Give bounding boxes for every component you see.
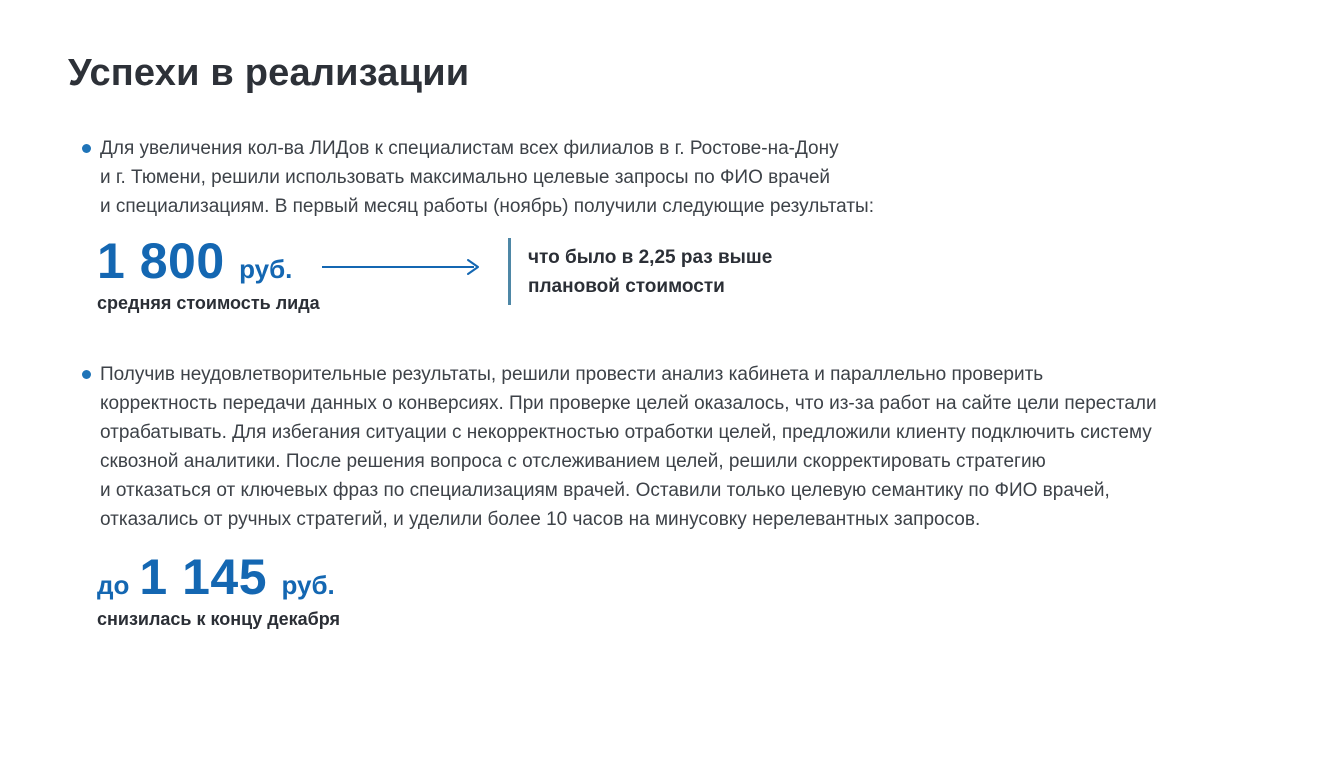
note-text-line: что было в 2,25 раз выше	[528, 246, 773, 268]
arrow-right-icon	[322, 258, 480, 276]
stat-value: 1 145	[139, 549, 268, 605]
stat-reduced-cost	[97, 548, 340, 630]
note-planned-cost	[508, 238, 772, 305]
bullet-text-line: Для увеличения кол-ва ЛИДов к специалистам всех филиалов в г. Ростове-на-Дону	[100, 138, 839, 159]
bullet-dot-icon	[82, 144, 91, 153]
note-text-line: плановой стоимости	[528, 275, 725, 297]
stat-unit: руб.	[281, 570, 335, 600]
bullet-item-analysis	[80, 360, 1157, 534]
stat-value-row	[97, 548, 340, 606]
page-title: Успехи в реализации	[68, 52, 470, 94]
bullet-text-line: корректность передачи данных о конверсиях. При проверке целей оказалось, что из-за работ на сайте цели перестали	[100, 393, 1157, 414]
stat-value-row	[97, 232, 320, 290]
stat-prefix: до	[97, 570, 130, 600]
bullet-dot-icon	[82, 370, 91, 379]
bullet-text-line: сквозной аналитики. После решения вопроса с отслеживанием целей, решили скорректировать стратегию	[100, 451, 1046, 472]
stat-label: средняя стоимость лида	[97, 293, 320, 313]
bullet-text-line: и специализациям. В первый месяц работы (ноябрь) получили следующие результаты:	[100, 196, 874, 217]
stat-unit: руб.	[239, 254, 293, 284]
bullet-item-lead-generation	[80, 134, 874, 221]
bullet-text-line: и г. Тюмени, решили использовать максимально целевые запросы по ФИО врачей	[100, 167, 831, 188]
stat-value: 1 800	[97, 233, 225, 289]
bullet-text-line: Получив неудовлетворительные результаты, решили провести анализ кабинета и параллельно проверить	[100, 364, 1044, 385]
stat-lead-cost	[97, 232, 320, 314]
bullet-text-line: и отказаться от ключевых фраз по специализациям врачей. Оставили только целевую семантику по ФИО врачей,	[100, 480, 1110, 501]
bullet-text-line: отказались от ручных стратегий, и уделили более 10 часов на минусовку нерелевантных запросов.	[100, 509, 981, 530]
stat-label: снизилась к концу декабря	[97, 609, 341, 629]
bullet-text-line: отрабатывать. Для избегания ситуации с некорректностью отработки целей, предложили клиенту подключить систему	[100, 422, 1152, 443]
